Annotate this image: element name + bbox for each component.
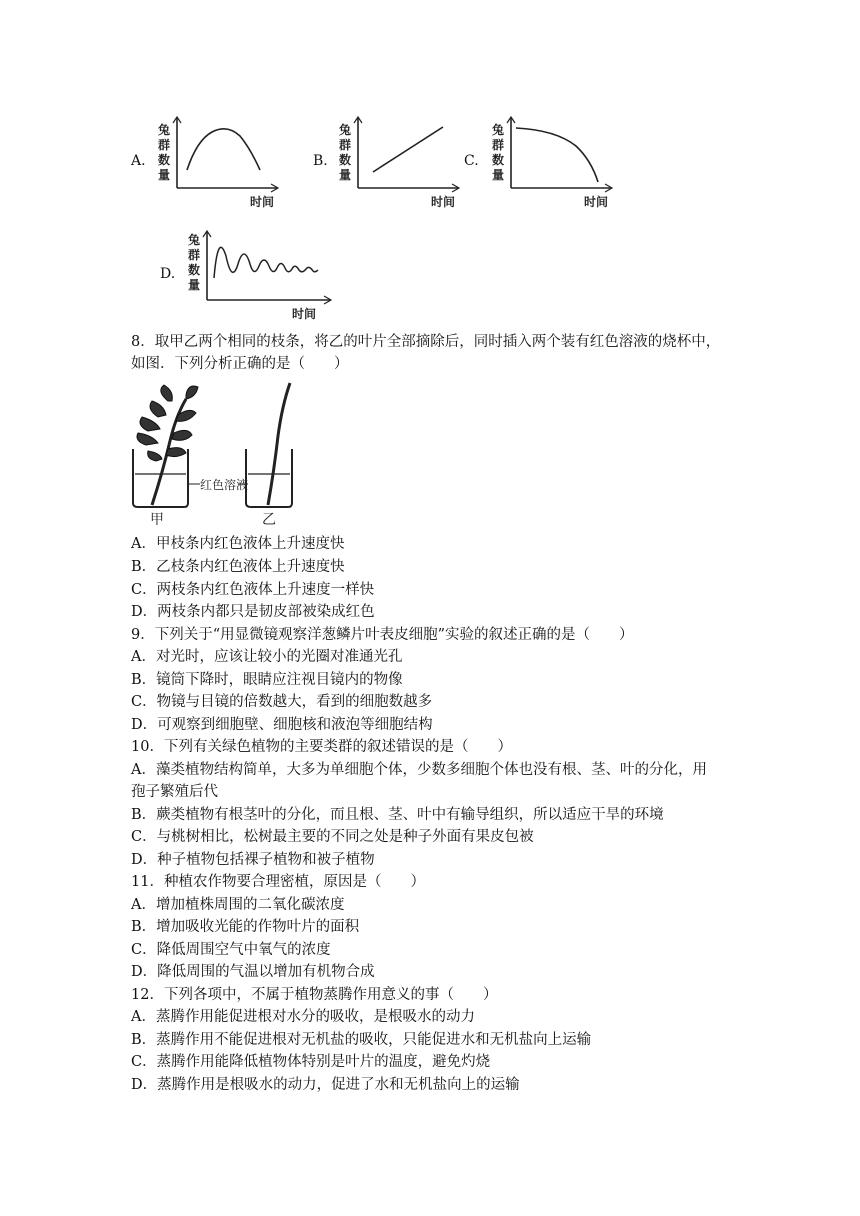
- q11-stem: 11．种植农作物要合理密植，原因是（ ）: [131, 874, 425, 890]
- q8-stem-line1: 8．取甲乙两个相同的枝条，将乙的叶片全部摘除后，同时插入两个装有红色溶液的烧杯中，: [131, 334, 721, 350]
- svg-text:数: 数: [492, 153, 505, 167]
- q7-graph-c: [486, 112, 616, 212]
- q8-option-b: B．乙枝条内红色液体上升速度快: [131, 559, 345, 575]
- q7-graph-d: [182, 226, 332, 326]
- svg-text:量: 量: [339, 168, 352, 182]
- q7-graph-a-ylabel-3: 数: [158, 153, 171, 167]
- svg-text:群: 群: [492, 138, 505, 152]
- svg-text:数: 数: [188, 263, 201, 277]
- q8-option-d: D．两枝条内都只是韧皮部被染成红色: [131, 604, 375, 620]
- q12-option-d: D．蒸腾作用是根吸水的动力，促进了水和无机盐向上的运输: [131, 1077, 520, 1093]
- q8-option-a: A．甲枝条内红色液体上升速度快: [131, 536, 345, 552]
- svg-text:兔: 兔: [492, 123, 505, 137]
- svg-text:兔: 兔: [188, 233, 201, 247]
- q7-option-d-label: D.: [160, 266, 176, 282]
- q9-stem: 9．下列关于“用显微镜观察洋葱鳞片叶表皮细胞”实验的叙述正确的是（ ）: [131, 627, 634, 643]
- branch-yi: [268, 383, 290, 505]
- q12-stem: 12．下列各项中，不属于植物蒸腾作用意义的事（ ）: [131, 987, 498, 1003]
- q9-option-c: C．物镜与目镜的倍数越大，看到的细胞数越多: [131, 694, 433, 710]
- q8-beaker-yi-label: 乙: [262, 512, 276, 528]
- svg-text:群: 群: [188, 248, 201, 262]
- q7-option-c-label: C.: [464, 153, 479, 169]
- q11-option-c: C．降低周围空气中氧气的浓度: [131, 942, 331, 958]
- q10-option-a-cont: 孢子繁殖后代: [131, 784, 218, 800]
- q10-option-c: C．与桃树相比，松树最主要的不同之处是种子外面有果皮包被: [131, 829, 534, 845]
- q7-graph-a-ylabel-4: 量: [158, 168, 171, 182]
- q12-option-a: A．蒸腾作用能促进根对水分的吸收，是根吸水的动力: [131, 1009, 475, 1025]
- q7-graph-b-xlabel: 时间: [431, 195, 456, 209]
- q10-option-b: B．蕨类植物有根茎叶的分化，而且根、茎、叶中有输导组织，所以适应干旱的环境: [131, 807, 664, 823]
- q8-option-c: C．两枝条内红色液体上升速度一样快: [131, 582, 375, 598]
- svg-text:兔: 兔: [339, 123, 352, 137]
- q11-option-b: B．增加吸收光能的作物叶片的面积: [131, 919, 360, 935]
- q7-graph-c-xlabel: 时间: [584, 195, 609, 209]
- q7-graph-c-curve: [516, 128, 598, 182]
- q9-option-a: A．对光时，应该让较小的光圈对准通光孔: [131, 649, 403, 665]
- svg-text:群: 群: [339, 138, 352, 152]
- q7-graph-b-curve: [373, 127, 443, 172]
- q7-graph-a: [152, 112, 282, 212]
- q7-option-b-label: B.: [313, 153, 328, 169]
- svg-text:量: 量: [188, 278, 201, 292]
- q10-stem: 10．下列有关绿色植物的主要类群的叙述错误的是（ ）: [131, 739, 512, 755]
- q7-option-a-label: A.: [131, 153, 146, 169]
- svg-text:量: 量: [492, 168, 505, 182]
- q9-option-b: B．镜筒下降时，眼睛应注视目镜内的物像: [131, 672, 403, 688]
- svg-text:数: 数: [339, 153, 352, 167]
- q8-beaker-jia-label: 甲: [150, 512, 164, 528]
- q10-option-d: D．种子植物包括裸子植物和被子植物: [131, 852, 375, 868]
- q12-option-b: B．蒸腾作用不能促进根对无机盐的吸收，只能促进水和无机盐向上运输: [131, 1032, 592, 1048]
- q11-option-d: D．降低周围的气温以增加有机物合成: [131, 964, 375, 980]
- q7-graph-d-curve: [214, 247, 318, 278]
- q11-option-a: A．增加植株周围的二氧化碳浓度: [131, 897, 345, 913]
- q12-option-c: C．蒸腾作用能降低植物体特别是叶片的温度，避免灼烧: [131, 1054, 491, 1070]
- q7-graph-b: [333, 112, 463, 212]
- q7-graph-a-xlabel: 时间: [250, 195, 275, 209]
- q9-option-d: D．可观察到细胞壁、细胞核和液泡等细胞结构: [131, 717, 433, 733]
- q7-graph-d-xlabel: 时间: [292, 307, 317, 321]
- q8-figure: [128, 381, 308, 529]
- q7-graph-a-ylabel-1: 兔: [158, 123, 171, 137]
- q7-graph-a-curve: [187, 129, 260, 170]
- q8-stem-line2: 如图．下列分析正确的是（ ）: [131, 356, 349, 372]
- q8-solution-label: 红色溶液: [200, 478, 249, 492]
- q10-option-a: A．藻类植物结构简单，大多为单细胞个体，少数多细胞个体也没有根、茎、叶的分化，用: [131, 762, 707, 778]
- q7-graph-a-ylabel-2: 群: [158, 138, 171, 152]
